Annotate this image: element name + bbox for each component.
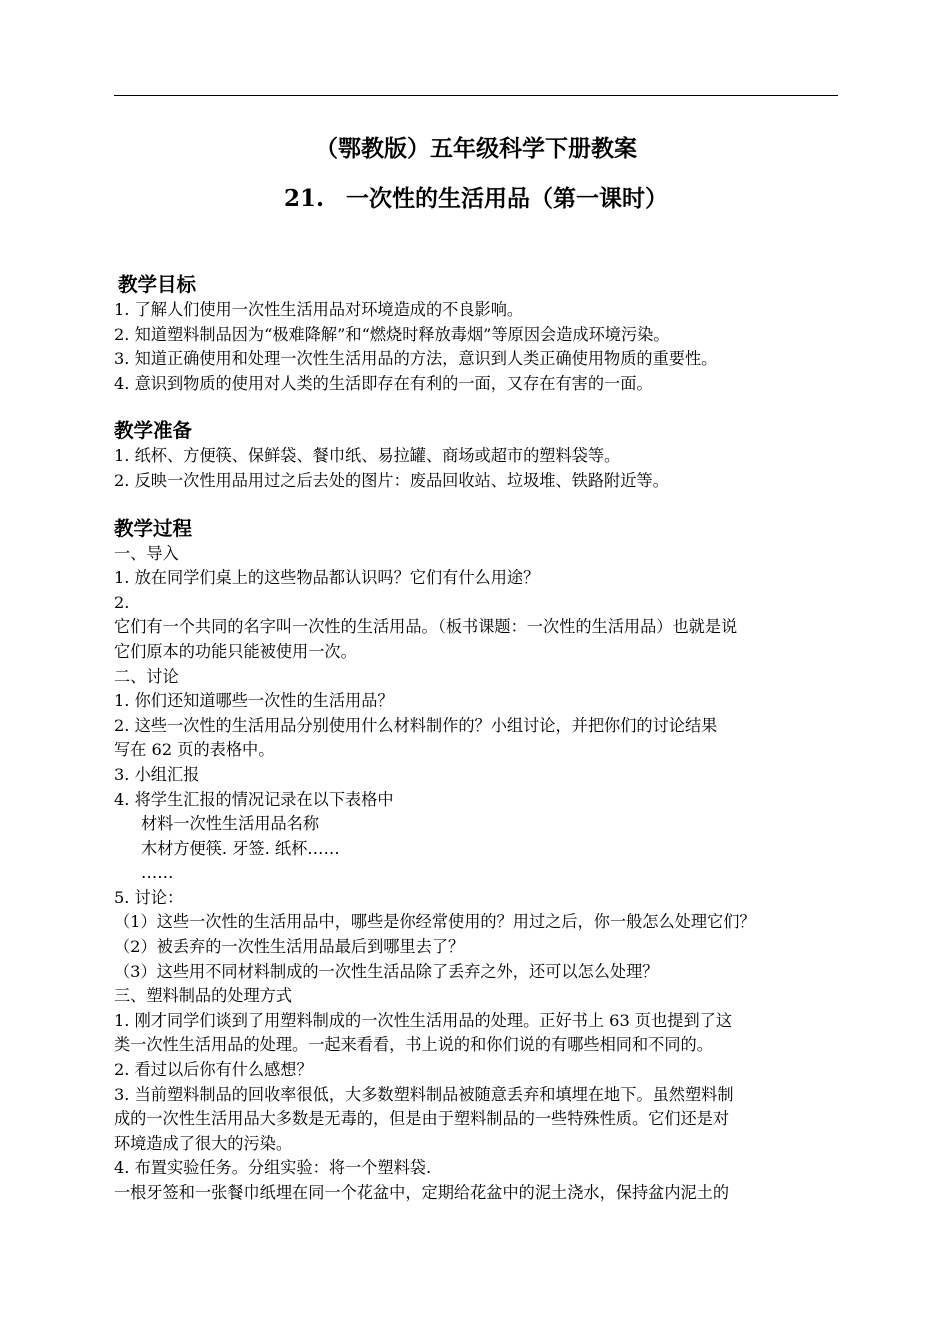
process-line: （2）被丢弃的一次性生活用品最后到哪里去了？	[114, 937, 465, 957]
process-line: 5. 讨论：	[114, 887, 184, 907]
process-line: 三、塑料制品的处理方式	[114, 986, 293, 1006]
process-line: 一根牙签和一张餐巾纸埋在同一个花盆中，定期给花盆中的泥土浇水，保持盆内泥土的	[114, 1183, 730, 1202]
process-line: 它们有一个共同的名字叫一次性的生活用品。（板书课题：一次性的生活用品）也就是说	[114, 617, 738, 637]
process-line: 1. 你们还知道哪些一次性的生活用品？	[114, 691, 394, 711]
process-line: 它们原本的功能只能被使用一次。	[114, 641, 357, 661]
goal-item: 1. 了解人们使用一次性生活用品对环境造成的不良影响。	[114, 300, 524, 319]
process-line: 4. 布置实验任务。分组实验：将一个塑料袋.	[114, 1158, 432, 1178]
process-line: 二、讨论	[114, 666, 179, 686]
prep-item: 1. 纸杯、方便筷、保鲜袋、餐巾纸、易拉罐、商场或超市的塑料袋等。	[114, 446, 621, 466]
process-line: 2. 看过以后你有什么感想？	[114, 1060, 313, 1080]
document-title: （鄂教版）五年级科学下册教案	[315, 135, 637, 162]
prep-item: 2. 反映一次性用品用过之后去处的图片：废品回收站、垃圾堆、铁路附近等。	[114, 470, 669, 490]
table-header-row: 材料一次性生活用品名称	[141, 814, 320, 834]
goal-item: 2. 知道塑料制品因为“极难降解”和“燃烧时释放毒烟”等原因会造成环境污染。	[114, 324, 670, 344]
process-line: 1. 放在同学们桌上的这些物品都认识吗？它们有什么用途？	[114, 568, 540, 588]
prep-heading: 教学准备	[114, 419, 193, 443]
document-body	[114, 272, 838, 1206]
goal-item: 4. 意识到物质的使用对人类的生活即存在有利的一面，又存在有害的一面。	[114, 373, 653, 393]
lesson-title	[114, 184, 838, 214]
process-line: 4. 将学生汇报的情况记录在以下表格中	[114, 789, 394, 809]
process-line: 写在 62 页的表格中。	[114, 740, 275, 760]
process-line: 2.	[114, 592, 130, 612]
lesson-number: 21.	[283, 185, 324, 212]
process-line: 3. 当前塑料制品的回收率很低，大多数塑料制品被随意丢弃和填埋在地下。虽然塑料制	[114, 1084, 734, 1104]
table-row: ……	[141, 863, 174, 883]
process-line: 成的一次性生活用品大多数是无毒的，但是由于塑料制品的一些特殊性质。它们还是对	[114, 1109, 730, 1129]
process-line: 3. 小组汇报	[114, 764, 200, 784]
table-row: 木材方便筷. 牙签. 纸杯……	[141, 838, 340, 858]
goals-heading: 教学目标	[118, 273, 197, 296]
process-heading: 教学过程	[114, 516, 193, 540]
goal-item: 3. 知道正确使用和处理一次性生活用品的方法，意识到人类正确使用物质的重要性。	[114, 349, 718, 369]
process-line: （3）这些用不同材料制成的一次性生活品除了丢弃之外，还可以怎么处理？	[114, 961, 659, 981]
process-line: 环境造成了很大的污染。	[114, 1133, 293, 1153]
process-line: 一、导入	[114, 543, 179, 563]
process-line: 类一次性生活用品的处理。一起来看看，书上说的和你们说的有哪些相同和不同的。	[114, 1035, 713, 1055]
process-line: 1. 刚才同学们谈到了用塑料制成的一次性生活用品的处理。正好书上 63 页也提到了这	[114, 1010, 733, 1030]
process-line: 2. 这些一次性的生活用品分别使用什么材料制作的？小组讨论，并把你们的讨论结果	[114, 715, 718, 735]
lesson-name: 一次性的生活用品（第一课时）	[346, 185, 668, 212]
process-line: （1）这些一次性的生活用品中，哪些是你经常使用的？用过之后，你一般怎么处理它们？	[114, 912, 756, 932]
header-rule	[114, 95, 838, 96]
